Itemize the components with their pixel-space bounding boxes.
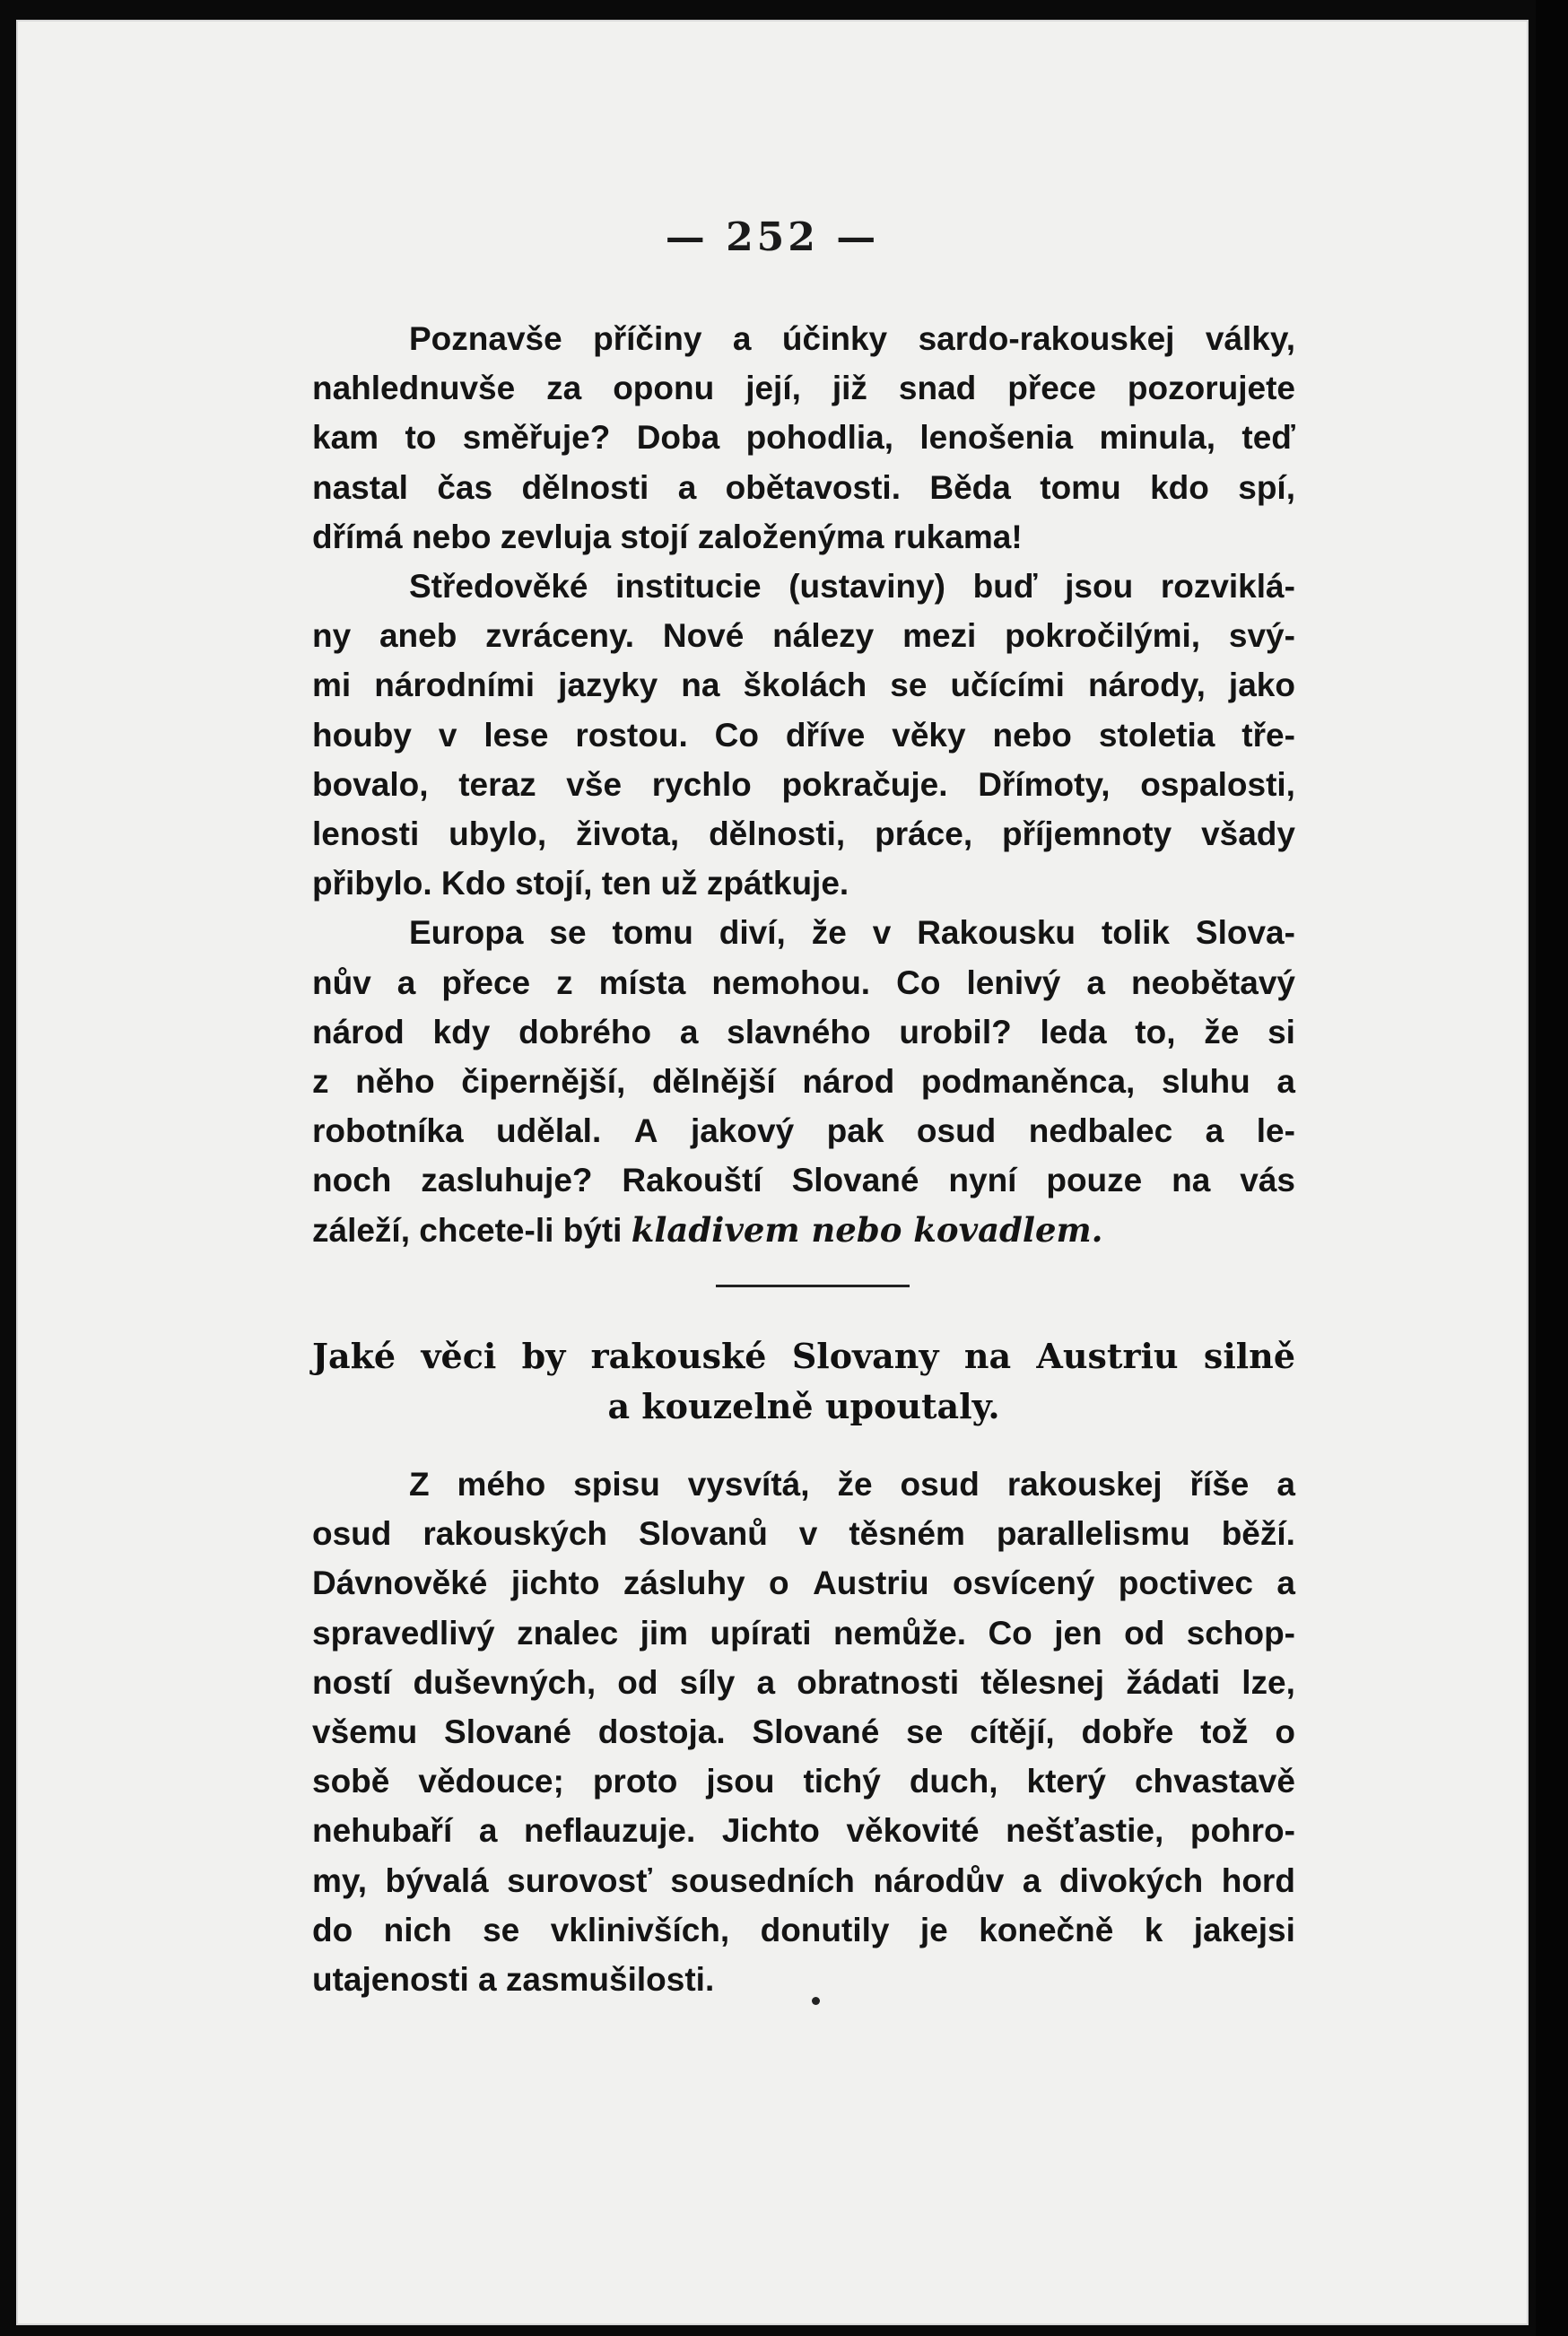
text-line: spravedlivý znalec jim upírati nemůže. Co jen od schop- — [312, 1614, 1295, 1652]
text-line: národ kdy dobrého a slavného urobil? leda to, že si — [312, 1013, 1295, 1050]
text-line: noch zasluhuje? Rakouští Slované nyní pouze na vás — [312, 1162, 1295, 1199]
text-line: nahlednuvše za oponu její, již snad přece pozorujete — [312, 370, 1295, 407]
scan-edge — [1536, 0, 1568, 2336]
text-line: Poznavše příčiny a účinky sardo-rakouskej války, — [409, 320, 1295, 357]
text-line: Dávnověké jichto zásluhy o Austriu osvícený poctivec a — [312, 1565, 1295, 1602]
text-line: Z mého spisu vysvítá, že osud rakouskej říše a — [409, 1466, 1295, 1503]
heading-line-1: Jaké věci by rakouské Slovany na Austriu silně — [312, 1336, 1295, 1376]
heading-line-2: a kouzelně upoutaly. — [607, 1386, 1000, 1426]
text-line: ností duševných, od síly a obratnosti tělesnej žádati lze, — [312, 1663, 1295, 1701]
text-line: mi národními jazyky na školách se učícími národy, jako — [312, 667, 1295, 704]
text-line: všemu Slované dostoja. Slované se cítějí, dobře tož o — [312, 1713, 1295, 1751]
text-line: houby v lese rostou. Co dříve věky nebo stoletia tře- — [312, 716, 1295, 754]
text-line: nehubaří a neflauzuje. Jichto věkovité nešťastie, pohro- — [312, 1812, 1295, 1850]
text-line: nastal čas dělnosti a obětavosti. Běda tomu kdo spí, — [312, 468, 1295, 506]
text-line: robotníka udělal. A jakový pak osud nedbalec a le- — [312, 1112, 1295, 1150]
text-line: dřímá nebo zevluja stojí založenýma rukama! — [312, 518, 1023, 555]
text-line: osud rakouských Slovanů v těsném parallelismu běží. — [312, 1515, 1295, 1553]
text-line-last — [312, 1206, 1295, 1255]
section-divider — [716, 1285, 910, 1287]
text-line: my, bývalá surovosť sousedních národův a divokých hord — [312, 1861, 1295, 1899]
text-line: utajenosti a zasmušilosti. — [312, 1961, 715, 1999]
text-line: Europa se tomu diví, že v Rakousku tolik Slova- — [409, 914, 1295, 952]
text-line: Středověké institucie (ustaviny) buď jsou rozviklá- — [409, 568, 1295, 606]
text-line: kam to směřuje? Doba pohodlia, lenošenia minula, teď — [312, 419, 1295, 457]
ink-dot — [812, 1997, 820, 2005]
text-line: sobě vědouce; proto jsou tichý duch, který chvastavě — [312, 1763, 1295, 1800]
text-plain: záleží, chcete-li býti — [312, 1211, 623, 1249]
text-italic: kladivem nebo kovadlem. — [631, 1209, 1103, 1250]
section-1-text — [312, 314, 1295, 1255]
text-line: lenosti ubylo, života, dělnosti, práce, příjemnoty všady — [312, 815, 1295, 853]
section-heading — [312, 1331, 1295, 1432]
page-number: — 252 — — [665, 214, 880, 260]
text-line: nův a přece z místa nemohou. Co lenivý a neobětavý — [312, 963, 1295, 1001]
text-line: přibylo. Kdo stojí, ten už zpátkuje. — [312, 865, 849, 902]
book-page — [16, 20, 1529, 2325]
text-line: do nich se vklinivších, donutily je konečně k jakejsi — [312, 1911, 1295, 1948]
section-2-text — [312, 1460, 1295, 2004]
text-line: ny aneb zvráceny. Nové nálezy mezi pokročilými, svý- — [312, 617, 1295, 655]
text-line: z něho čipernější, dělnější národ podmaněnca, sluhu a — [312, 1063, 1295, 1101]
text-line: bovalo, teraz vše rychlo pokračuje. Dřímoty, ospalosti, — [312, 765, 1295, 803]
